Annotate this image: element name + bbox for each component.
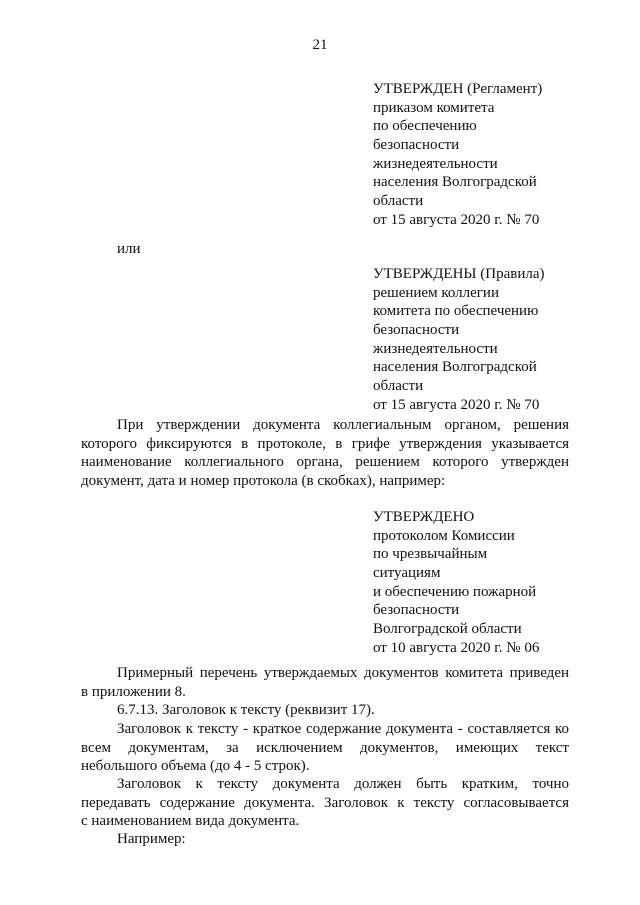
stamp-line: комитета по обеспечению bbox=[373, 303, 539, 320]
stamp-line: и обеспечению пожарной bbox=[373, 583, 537, 600]
paragraph-line: которого фиксируются в протоколе, в грифе утверждения указывается bbox=[81, 435, 569, 452]
stamp-line: области bbox=[373, 193, 424, 210]
stamp-line: населения Волгоградской bbox=[373, 359, 537, 376]
paragraph-line: небольшого объема (до 4 - 5 строк). bbox=[81, 758, 310, 774]
stamp-line: от 10 августа 2020 г. № 06 bbox=[373, 639, 540, 656]
stamp-line: УТВЕРЖДЕНО bbox=[373, 509, 475, 525]
approval-stamp-rules bbox=[373, 265, 613, 415]
section-heading bbox=[81, 701, 569, 720]
paragraph-line: Заголовок к тексту документа должен быть кратким, точно bbox=[117, 776, 569, 792]
paragraph-line: наименование коллегиального органа, решением которого утвержден bbox=[81, 454, 569, 470]
stamp-line: УТВЕРЖДЕНЫ (Правила) bbox=[373, 266, 545, 282]
stamp-line: решением коллегии bbox=[373, 284, 499, 301]
paragraph-line: всем документам, за исключением документов, имеющих текст bbox=[81, 739, 569, 756]
stamp-line: населения Волгоградской bbox=[373, 174, 537, 191]
or-separator: или bbox=[117, 241, 141, 257]
stamp-line: протоколом Комиссии bbox=[373, 527, 515, 544]
paragraph-line: Примерный перечень утверждаемых документов комитета приведен bbox=[117, 665, 569, 681]
stamp-line: безопасности bbox=[373, 602, 460, 619]
paragraph-collegial-approval bbox=[81, 416, 569, 490]
paragraph-heading-definition bbox=[81, 720, 569, 776]
approval-stamp-regulation bbox=[373, 80, 613, 230]
example-paragraph bbox=[81, 830, 569, 849]
stamp-line: от 15 августа 2020 г. № 70 bbox=[373, 211, 540, 228]
paragraph-line: документ, дата и номер протокола (в скобках), например: bbox=[81, 472, 446, 489]
stamp-line: области bbox=[373, 378, 424, 395]
paragraph-line: с наименованием вида документа. bbox=[81, 813, 300, 829]
paragraph-line: в приложении 8. bbox=[81, 683, 186, 700]
stamp-line: по обеспечению bbox=[373, 118, 477, 135]
example-label: Например: bbox=[117, 831, 186, 847]
paragraph-heading-rules bbox=[81, 775, 569, 831]
stamp-line: ситуациям bbox=[373, 565, 441, 582]
stamp-line: приказом комитета bbox=[373, 99, 495, 116]
stamp-line: безопасности bbox=[373, 137, 460, 154]
paragraph-line: При утверждении документа коллегиальным органом, решения bbox=[117, 417, 569, 433]
stamp-line: жизнедеятельности bbox=[373, 155, 498, 172]
stamp-line: жизнедеятельности bbox=[373, 340, 498, 357]
section-heading-text: 6.7.13. Заголовок к тексту (реквизит 17). bbox=[117, 702, 375, 718]
stamp-line: по чрезвычайным bbox=[373, 546, 488, 563]
stamp-line: УТВЕРЖДЕН (Регламент) bbox=[373, 81, 543, 97]
stamp-line: безопасности bbox=[373, 322, 460, 339]
stamp-line: от 15 августа 2020 г. № 70 bbox=[373, 396, 540, 413]
paragraph-appendix-reference bbox=[81, 664, 569, 701]
approval-stamp-protocol bbox=[373, 508, 613, 658]
page-number: 21 bbox=[312, 37, 328, 53]
paragraph-line: передавать содержание документа. Заголовок к тексту согласовывается bbox=[81, 794, 569, 811]
paragraph-line: Заголовок к тексту - краткое содержание документа - составляется ко bbox=[117, 721, 569, 737]
stamp-line: Волгоградской области bbox=[373, 621, 522, 638]
